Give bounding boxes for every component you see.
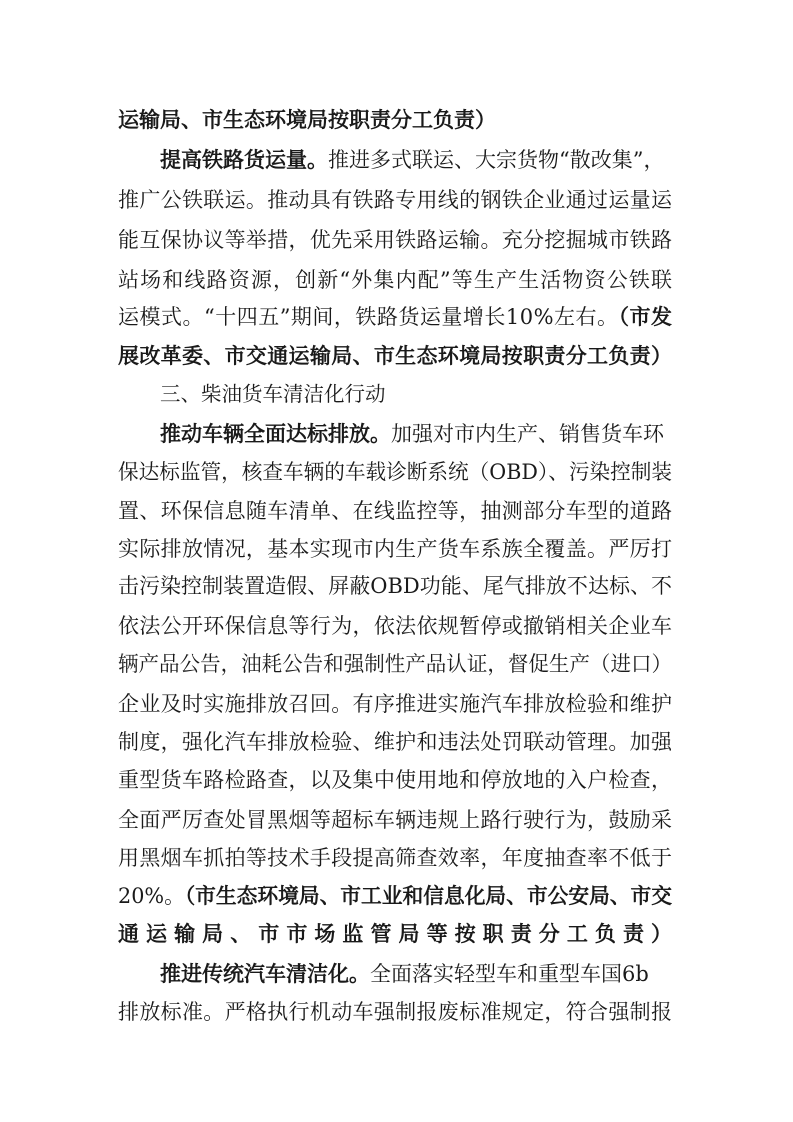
body-text: 推广公铁联运。推动具有铁路专用线的钢铁企业通过运量运 — [118, 188, 673, 212]
text-line — [118, 186, 672, 214]
body-text: 全面落实轻型车和重型车国6b — [370, 962, 649, 986]
text-line — [118, 844, 672, 872]
body-text: 重型货车路检路查，以及集中使用地和停放地的入户检查， — [118, 768, 673, 792]
text-line — [118, 106, 496, 134]
section-heading: 三、柴油货车清洁化行动 — [160, 382, 386, 406]
body-text: 全面严厉查处冒黑烟等超标车辆违规上路行驶行为，鼓励采 — [118, 808, 673, 832]
text-line — [118, 458, 672, 486]
bold-text: 提高铁路货运量。 — [160, 147, 328, 172]
text-line — [118, 535, 672, 563]
text-line — [118, 612, 672, 640]
text-line — [160, 380, 386, 408]
bold-text: 通运输局、市市场监管局等按职责分工负责） — [118, 921, 680, 946]
text-line — [118, 766, 672, 794]
body-text: 加强对市内生产、销售货车环 — [391, 422, 664, 446]
body-text: 企业及时实施排放召回。有序推进实施汽车排放检验和维护 — [118, 692, 673, 716]
body-text: 实际排放情况，基本实现市内生产货车系族全覆盖。严厉打 — [118, 537, 673, 561]
text-line — [118, 303, 673, 331]
body-text: 20%。 — [118, 884, 185, 908]
bold-text: （市发 — [618, 304, 673, 329]
text-line — [118, 266, 673, 294]
bold-text: 运输局、市生态环境局按职责分工负责） — [118, 107, 496, 132]
text-line — [160, 146, 664, 174]
body-text: 置、环保信息随车清单、在线监控等，抽测部分车型的道路 — [118, 499, 673, 523]
text-line — [118, 497, 672, 525]
text-line — [118, 650, 672, 678]
text-line — [160, 420, 664, 448]
body-text: 击污染控制装置造假、屏蔽OBD功能、尾气排放不达标、不 — [118, 574, 673, 598]
bold-text: 推动车辆全面达标排放。 — [160, 421, 391, 446]
body-text: 排放标准。严格执行机动车强制报废标准规定，符合强制报 — [118, 1000, 673, 1024]
text-line — [118, 728, 672, 756]
text-line — [118, 806, 672, 834]
text-line — [118, 572, 672, 600]
body-text: 站场和线路资源，创新“外集内配”等生产生活物资公铁联 — [118, 268, 674, 292]
text-line — [118, 998, 672, 1026]
bold-text: 展改革委、市交通运输局、市生态环境局按职责分工负责） — [118, 343, 673, 368]
body-text: 用黑烟车抓拍等技术手段提高筛查效率，年度抽查率不低于 — [118, 846, 673, 870]
bold-text: 推进传统汽车清洁化。 — [160, 961, 370, 986]
body-text: 运模式。“十四五”期间，铁路货运量增长10%左右。 — [118, 305, 619, 329]
text-line — [118, 920, 679, 948]
bold-text: （市生态环境局、市工业和信息化局、市公安局、市交 — [184, 883, 672, 908]
body-text: 推进多式联运、大宗货物“散改集”， — [328, 148, 665, 172]
body-text: 保达标监管，核查车辆的车载诊断系统（OBD）、污染控制装 — [118, 460, 672, 484]
text-line — [160, 960, 649, 988]
body-text: 辆产品公告，油耗公告和强制性产品认证，督促生产（进口） — [118, 652, 672, 676]
text-line — [118, 882, 672, 910]
body-text: 能互保协议等举措，优先采用铁路运输。充分挖掘城市铁路 — [118, 228, 673, 252]
body-text: 制度，强化汽车排放检验、维护和违法处罚联动管理。加强 — [118, 730, 673, 754]
body-text: 依法公开环保信息等行为，依法依规暂停或撤销相关企业车 — [118, 614, 673, 638]
text-line — [118, 342, 672, 370]
text-line — [118, 690, 672, 718]
text-line — [118, 226, 672, 254]
